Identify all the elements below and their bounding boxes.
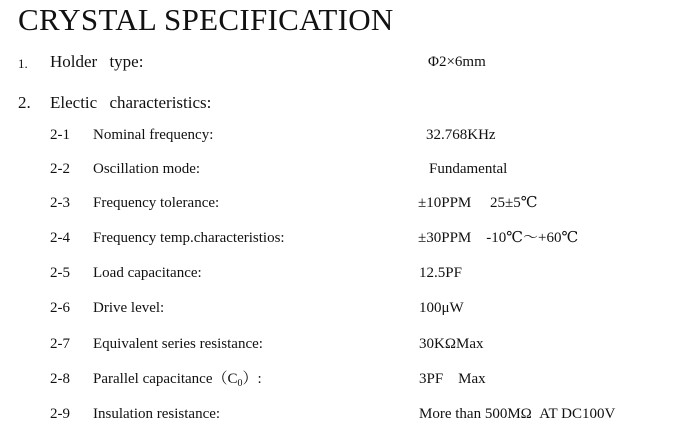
item-number: 2-2	[50, 161, 70, 177]
item-value: More than 500MΩ AT DC100V	[419, 406, 616, 422]
item-value: 32.768KHz	[426, 127, 496, 143]
spec-section-electric-characteristics	[0, 93, 686, 115]
item-number: 2-8	[50, 371, 70, 387]
item-value: Fundamental	[429, 161, 508, 177]
item-label: Frequency temp.characteristios:	[93, 230, 285, 246]
item-number: 2-9	[50, 406, 70, 422]
item-label: Nominal frequency:	[93, 127, 214, 143]
item-number: 2-6	[50, 300, 70, 316]
item-value: ±30PPM -10℃～+60℃	[418, 230, 579, 246]
item-value: 30KΩMax	[419, 336, 484, 352]
section-number: 1.	[18, 56, 28, 71]
section-label: Electic characteristics:	[50, 93, 212, 112]
item-number: 2-4	[50, 230, 70, 246]
item-label: Parallel $capacitance(C_0)$:	[93, 371, 262, 389]
item-number: 2-3	[50, 195, 70, 211]
item-number: 2-1	[50, 127, 70, 143]
item-label: Oscillation mode:	[93, 161, 201, 177]
section-label: Holder type:	[50, 52, 144, 71]
item-number: 2-7	[50, 336, 70, 352]
item-value: 3PF Max	[419, 371, 486, 387]
item-value: ±10PPM 25±5℃	[418, 195, 538, 211]
item-number: 2-5	[50, 265, 70, 281]
item-label: Load capacitance:	[93, 265, 202, 281]
section-number: 2.	[18, 93, 31, 112]
item-value: 100μW	[419, 300, 464, 316]
spec-section-holder-type	[0, 52, 686, 74]
item-value: 12.5PF	[419, 265, 462, 281]
document-title: CRYSTAL SPECIFICATION	[18, 2, 394, 37]
item-label: Insulation resistance:	[93, 406, 221, 422]
item-label: Equivalent series resistance:	[93, 336, 263, 352]
section-value: Φ2×6mm	[428, 54, 486, 70]
item-label: Drive level:	[93, 300, 165, 316]
item-label: Frequency tolerance:	[93, 195, 220, 211]
